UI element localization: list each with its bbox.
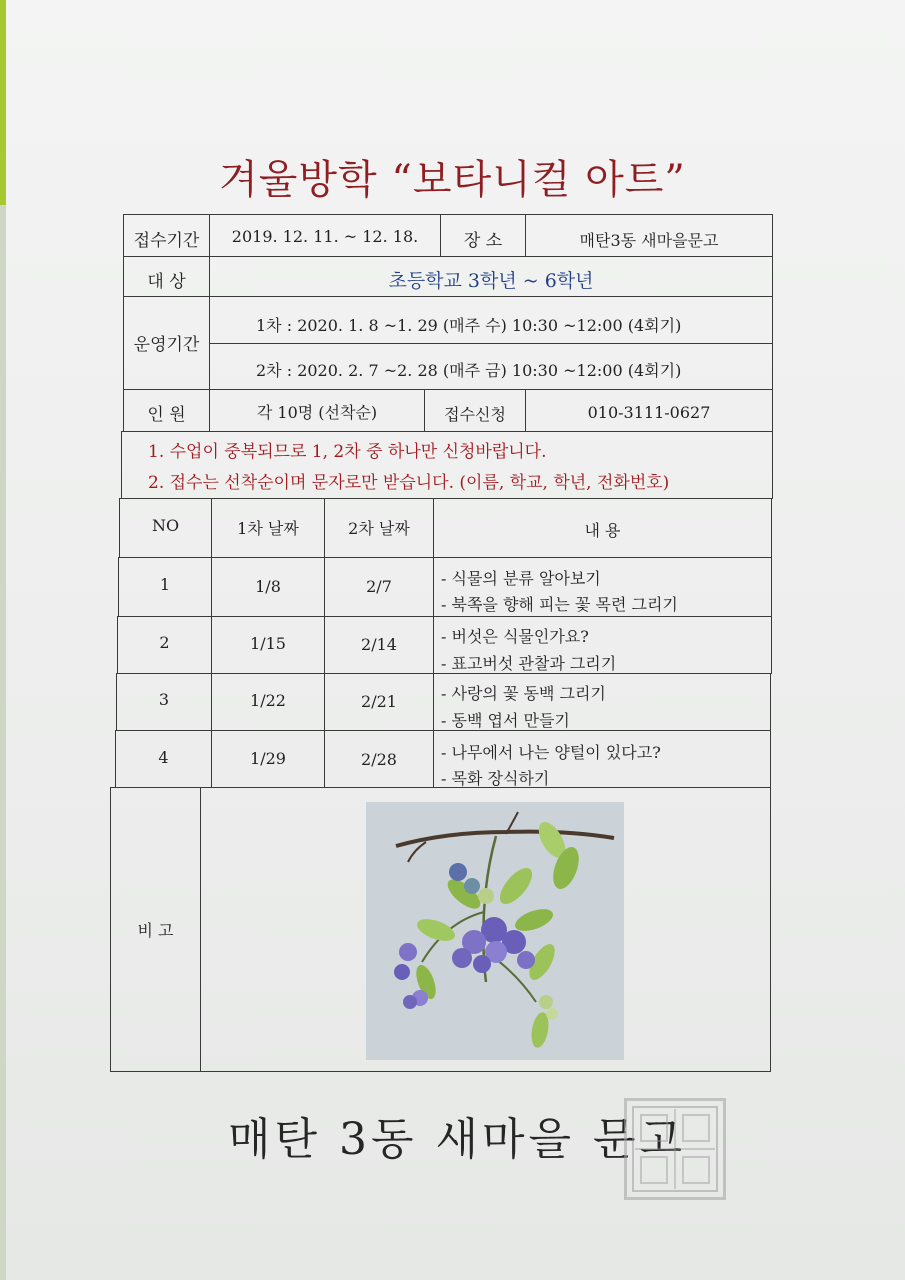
- blueberry-illustration: [366, 802, 624, 1060]
- row-date1: 1/29: [250, 749, 286, 768]
- row-content-2: - 표고버섯 관찰과 그리기: [441, 654, 617, 673]
- target-label: 대 상: [147, 272, 186, 292]
- period-2: 2차 : 2020. 2. 7 ~2. 28 (매주 금) 10:30 ~12:00 (4회기): [256, 361, 682, 380]
- document-title: 겨울방학 “보타니컬 아트”: [219, 157, 686, 203]
- row-content-1: - 나무에서 나는 양털이 있다고?: [441, 743, 661, 762]
- row-content-1: - 버섯은 식물인가요?: [441, 627, 589, 646]
- notice-1: 1. 수업이 중복되므로 1, 2차 중 하나만 신청바랍니다.: [148, 442, 547, 462]
- row-date2: 2/21: [361, 692, 397, 711]
- reception-label: 접수기간: [133, 231, 200, 251]
- target-value: 초등학교 3학년 ~ 6학년: [388, 270, 594, 292]
- footer-organization: 매탄 3동 새마을 문고: [228, 1114, 686, 1165]
- row-no: 3: [158, 690, 170, 709]
- people-label: 인 원: [147, 405, 186, 425]
- row-content-2: - 목화 장식하기: [441, 769, 550, 788]
- header-date1: 1차 날짜: [237, 519, 299, 538]
- apply-value: 010-3111-0627: [587, 403, 711, 422]
- row-content-1: - 식물의 분류 알아보기: [441, 569, 601, 588]
- header-content: 내 용: [584, 521, 621, 540]
- seal-pattern: [627, 1101, 723, 1197]
- people-value: 각 10명 (선착순): [256, 403, 378, 422]
- reception-value: 2019. 12. 11. ~ 12. 18.: [231, 227, 419, 246]
- header-no: NO: [151, 516, 180, 535]
- official-seal: [624, 1098, 726, 1200]
- remarks-label: 비 고: [137, 921, 174, 940]
- row-no: 1: [159, 575, 171, 594]
- row-content-2: - 북쪽을 향해 피는 꽃 목련 그리기: [441, 595, 678, 614]
- blueberry-drawing: [366, 802, 624, 1060]
- period-1: 1차 : 2020. 1. 8 ~1. 29 (매주 수) 10:30 ~12:00 (4회기): [256, 316, 682, 335]
- row-date2: 2/14: [361, 635, 397, 654]
- period-label: 운영기간: [133, 335, 200, 355]
- row-content-1: - 사랑의 꽃 동백 그리기: [441, 684, 606, 703]
- row-date1: 1/22: [250, 691, 286, 710]
- row-no: 2: [159, 633, 170, 652]
- row-no: 4: [158, 748, 169, 767]
- place-label: 장 소: [463, 231, 503, 251]
- notice-2: 2. 접수는 선착순이며 문자로만 받습니다. (이름, 학교, 학년, 전화번호): [148, 473, 670, 493]
- row-date1: 1/15: [250, 634, 286, 653]
- row-date1: 1/8: [255, 577, 281, 596]
- apply-label: 접수신청: [444, 405, 506, 424]
- place-value: 매탄3동 새마을문고: [579, 231, 719, 250]
- row-date2: 2/28: [361, 750, 397, 769]
- row-date2: 2/7: [366, 577, 392, 596]
- header-date2: 2차 날짜: [348, 519, 410, 538]
- row-content-2: - 동백 엽서 만들기: [441, 711, 570, 730]
